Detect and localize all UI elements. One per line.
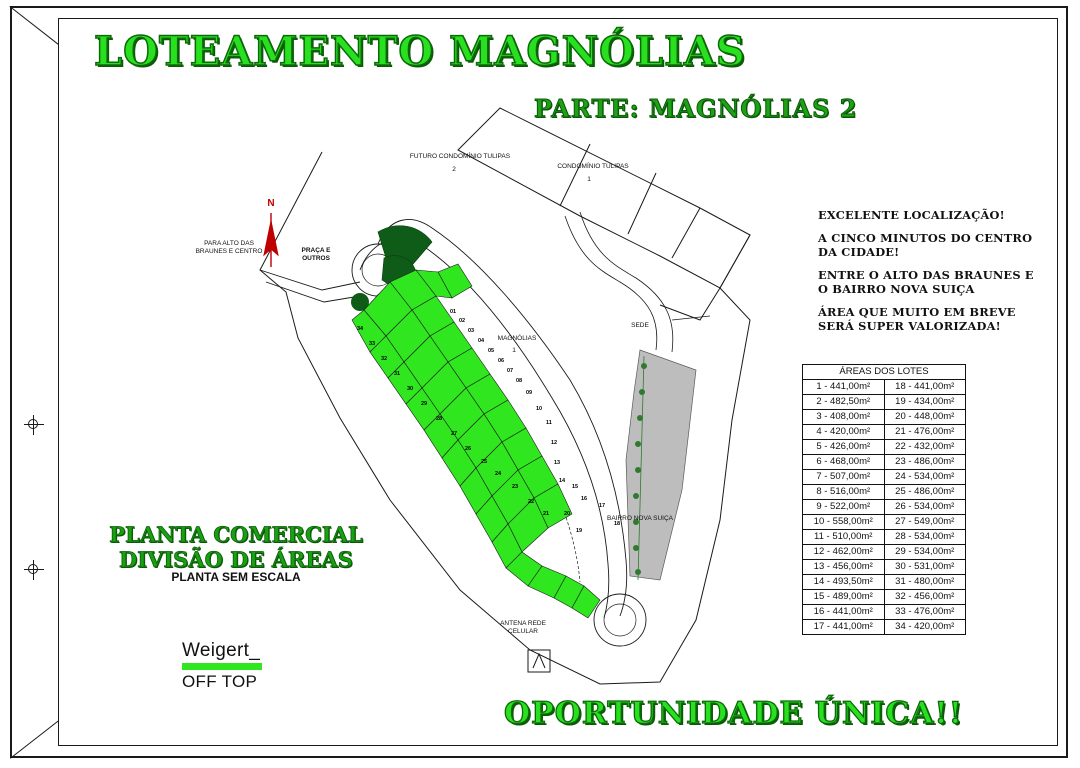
lot-number-label: 25: [481, 459, 488, 465]
lot-number-label: 12: [551, 440, 558, 446]
lot-area-cell: 19 - 434,00m²: [884, 395, 966, 410]
plan-type-title: [86, 522, 386, 572]
brand-tagline: OFF TOP: [182, 672, 258, 691]
lot-area-cell: 14 - 493,50m²: [803, 575, 885, 590]
map-label: MAGNÓLIAS: [497, 335, 537, 342]
lot-number-label: 11: [546, 420, 552, 426]
lot-number-label: 33: [369, 341, 376, 347]
table-row: [803, 455, 966, 470]
lot-number-label: 34: [357, 326, 364, 332]
page-title: LOTEAMENTO MAGNÓLIAS: [94, 28, 746, 75]
lot-number-label: 27: [451, 431, 458, 437]
map-label: CONDOMÍNIO TULIPAS: [557, 163, 629, 170]
lot-number-label: 08: [516, 378, 523, 384]
map-label: FUTURO CONDOMÍNIO TULIPAS: [409, 153, 511, 160]
lot-number-label: 21: [543, 511, 550, 517]
lot-area-cell: 3 - 408,00m²: [803, 410, 885, 425]
lot-area-cell: 31 - 480,00m²: [884, 575, 966, 590]
lot-area-cell: 8 - 516,00m²: [803, 485, 885, 500]
lot-area-cell: 27 - 549,00m²: [884, 515, 966, 530]
pitch-line-1: A CINCO MINUTOS DO CENTRO DA CIDADE!: [818, 231, 1033, 259]
lot-number-label: 04: [478, 338, 485, 344]
lot-number-label: 09: [526, 390, 533, 396]
lot-number-label: 17: [599, 503, 606, 509]
table-row: [803, 425, 966, 440]
lot-area-cell: 15 - 489,00m²: [803, 590, 885, 605]
compass-rose: [256, 198, 286, 271]
lot-area-cell: 23 - 486,00m²: [884, 455, 966, 470]
plan-type-line2: DIVISÃO DE ÁREAS: [119, 547, 353, 572]
lot-area-cell: 4 - 420,00m²: [803, 425, 885, 440]
lot-area-cell: 24 - 534,00m²: [884, 470, 966, 485]
lot-area-cell: 17 - 441,00m²: [803, 620, 885, 635]
map-label: 1: [587, 176, 591, 183]
plan-scale-note: PLANTA SEM ESCALA: [171, 570, 301, 584]
lot-area-cell: 10 - 558,00m²: [803, 515, 885, 530]
lot-number-label: 14: [559, 478, 566, 484]
lot-number-label: 30: [407, 386, 414, 392]
lot-area-cell: 29 - 534,00m²: [884, 545, 966, 560]
slogan-text: OPORTUNIDADE ÚNICA!!: [504, 696, 963, 731]
lot-area-cell: 12 - 462,00m²: [803, 545, 885, 560]
sales-pitch: [818, 208, 1048, 342]
lot-area-cell: 11 - 510,00m²: [803, 530, 885, 545]
brand-logo: [182, 640, 262, 692]
map-label: 2: [452, 166, 456, 173]
pitch-line-3: ÁREA QUE MUITO EM BREVE SERÁ SUPER VALORIZADA!: [818, 305, 1016, 333]
lot-number-label: 26: [465, 446, 472, 452]
lot-number-label: 03: [468, 328, 475, 334]
lot-area-cell: 22 - 432,00m²: [884, 440, 966, 455]
map-label: BAIRRO NOVA SUIÇA: [607, 515, 673, 522]
lot-areas-table-header: ÁREAS DOS LOTES: [803, 365, 966, 380]
lot-number-label: 28: [436, 416, 443, 422]
lot-number-label: 16: [581, 496, 588, 502]
lot-number-label: 13: [554, 460, 561, 466]
lot-number-label: 18: [614, 521, 621, 527]
lot-area-cell: 33 - 476,00m²: [884, 605, 966, 620]
map-label: PARA ALTO DAS BRAUNES E CENTRO: [195, 240, 263, 255]
lot-area-cell: 30 - 531,00m²: [884, 560, 966, 575]
map-label: SEDE: [631, 322, 649, 329]
center-mark-lower: [24, 560, 44, 580]
lot-area-cell: 25 - 486,00m²: [884, 485, 966, 500]
lot-area-cell: 7 - 507,00m²: [803, 470, 885, 485]
lot-number-label: 22: [528, 499, 535, 505]
map-label: PRAÇA E OUTROS: [301, 247, 331, 262]
table-row: [803, 545, 966, 560]
map-label: ANTENA REDE CELULAR: [500, 620, 546, 635]
center-mark-upper: [24, 415, 44, 435]
lot-number-label: 23: [512, 484, 519, 490]
lot-area-cell: 2 - 482,50m²: [803, 395, 885, 410]
lot-area-cell: 6 - 468,00m²: [803, 455, 885, 470]
lot-area-cell: 1 - 441,00m²: [803, 380, 885, 395]
table-row: [803, 560, 966, 575]
lot-area-cell: 20 - 448,00m²: [884, 410, 966, 425]
lot-area-cell: 21 - 476,00m²: [884, 425, 966, 440]
lot-area-cell: 32 - 456,00m²: [884, 590, 966, 605]
brand-name: Weigert_: [182, 640, 261, 661]
table-row: [803, 470, 966, 485]
table-row: [803, 410, 966, 425]
lot-number-label: 15: [572, 484, 579, 490]
table-row: [803, 515, 966, 530]
table-row: [803, 530, 966, 545]
table-row: [803, 605, 966, 620]
lot-number-label: 05: [488, 348, 495, 354]
lot-area-cell: 28 - 534,00m²: [884, 530, 966, 545]
lot-area-cell: 5 - 426,00m²: [803, 440, 885, 455]
lot-number-label: 31: [394, 371, 401, 377]
lot-number-label: 01: [450, 309, 457, 315]
brand-color-bar: [182, 663, 262, 670]
plan-type-line1: PLANTA COMERCIAL: [109, 522, 363, 547]
page-subtitle: PARTE: MAGNÓLIAS 2: [534, 94, 858, 123]
lot-number-label: 02: [459, 318, 466, 324]
lot-number-label: 19: [576, 528, 583, 534]
site-plan-map: [60, 20, 820, 720]
lot-area-cell: 26 - 534,00m²: [884, 500, 966, 515]
lot-number-label: 06: [498, 358, 505, 364]
lot-area-cell: 18 - 441,00m²: [884, 380, 966, 395]
lot-area-cell: 13 - 456,00m²: [803, 560, 885, 575]
lot-number-label: 20: [564, 511, 571, 517]
lot-number-label: 07: [507, 368, 514, 374]
table-row: [803, 620, 966, 635]
map-label: 1: [512, 347, 516, 354]
table-row: [803, 380, 966, 395]
table-row: [803, 575, 966, 590]
table-row: [803, 440, 966, 455]
lot-number-label: 29: [421, 401, 428, 407]
table-row: [803, 590, 966, 605]
table-row: [803, 500, 966, 515]
lot-number-label: 32: [381, 356, 388, 362]
table-row: [803, 395, 966, 410]
table-row: [803, 485, 966, 500]
lot-area-cell: 16 - 441,00m²: [803, 605, 885, 620]
lot-number-label: 10: [536, 406, 543, 412]
lot-area-cell: 9 - 522,00m²: [803, 500, 885, 515]
pitch-line-0: EXCELENTE LOCALIZAÇÃO!: [818, 208, 1005, 222]
pitch-line-2: ENTRE O ALTO DAS BRAUNES E O BAIRRO NOVA SUIÇA: [818, 268, 1034, 296]
compass-north-label: N: [267, 198, 275, 209]
lot-areas-table: [802, 364, 966, 635]
lot-number-label: 24: [495, 471, 502, 477]
lot-area-cell: 34 - 420,00m²: [884, 620, 966, 635]
